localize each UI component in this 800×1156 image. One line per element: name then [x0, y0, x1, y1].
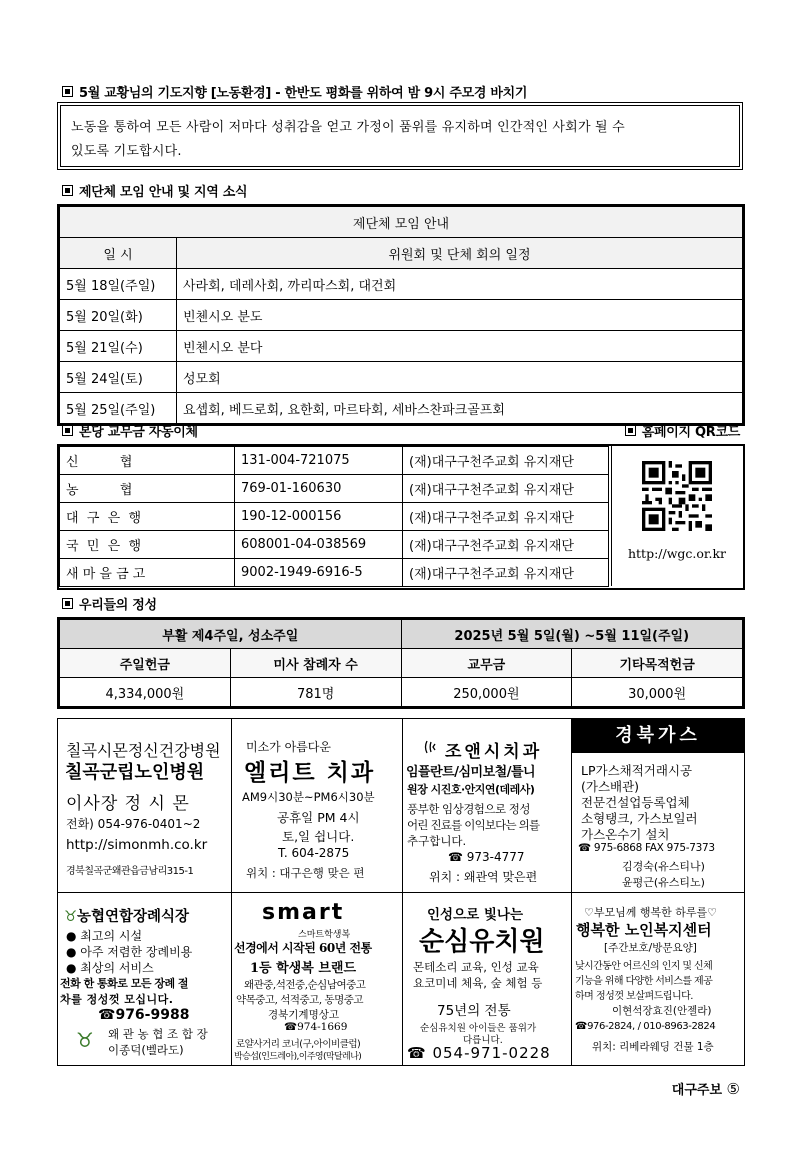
gas-title: 경북가스	[572, 719, 744, 753]
phone-icon: ☎	[98, 1007, 116, 1023]
square-bullet-icon	[62, 86, 73, 97]
prayer-line-2: 있도록 기도합시다.	[71, 144, 182, 159]
square-bullet-icon	[62, 598, 73, 609]
ad-kindergarten: 인성으로 빛나는 순심유치원 몬테소리 교육, 인성 교육 요코미네 체육, 숲 체험 등 75년의 전통 순심유치원 아이들은 품위가 다릅니다. ☎ 054-971-0228	[403, 893, 572, 1065]
qr-area	[611, 446, 742, 586]
table-row: 5월 18일(주일) 사라회, 데레사회, 까리따스회, 대건회	[60, 269, 743, 300]
square-bullet-icon	[62, 185, 73, 196]
qr-code-icon[interactable]	[642, 461, 712, 531]
table-row: 신 협 131-004-721075 (재)대구구천주교회 유지재단	[60, 447, 609, 475]
phone-icon: ☎	[284, 1021, 298, 1033]
prayer-text	[60, 105, 740, 167]
table-row: 4,334,000원 781명 250,000원 30,000원	[60, 678, 743, 707]
ad-gyeongbuk-gas: 경북가스 LP가스채적거래시공 (가스배관) 전문건설업등록업체 소형탱크, 가스보일러 가스온수기 설치 ☎ 975-6868 FAX 975-7373 김경숙(유스티나) 윤평근(유스티노)	[572, 719, 744, 893]
table-row: 새 마 을 금 고 9002-1949-6916-5 (재)대구구천주교회 유지재단	[60, 559, 609, 587]
bullet-icon: ●	[66, 929, 81, 943]
offering-table	[57, 617, 745, 709]
ad-hospital: 칠곡시몬정신건강병원 칠곡군립노인병원 이사장 정 시 몬 전화) 054-976-0401~2 http://simonmh.co.kr 경북칠곡군왜관읍금남리315-1	[58, 719, 232, 893]
meetings-table-title: 제단체 모임 안내	[60, 207, 743, 238]
offering-week: 부활 제4주일, 성소주일	[60, 620, 402, 649]
ads-grid	[57, 718, 745, 1066]
table-row: 5월 24일(토) 성모회	[60, 362, 743, 393]
col-header: 미사 참례자 수	[230, 649, 401, 678]
phone-icon: ☎	[578, 842, 594, 854]
table-row: 농 협 769-01-160630 (재)대구구천주교회 유지재단	[60, 475, 609, 503]
table-row: 국 민 은 행 608001-04-038569 (재)대구구천주교회 유지재단	[60, 531, 609, 559]
col-header: 교무금	[401, 649, 572, 678]
table-row: 5월 25일(주일) 요셉회, 베드로회, 요한회, 마르타회, 세바스찬파크골프회	[60, 393, 743, 424]
homepage-url[interactable]: http://wgc.or.kr	[627, 546, 727, 561]
col-header: 기타목적헌금	[572, 649, 743, 678]
ad-cho-dental: 조앤시치과 임플란트/심미보철/틀니 원장 시진호·안지연(데레사) 풍부한 임상경험으로 정성 어린 진료를 이익보다는 의를 추구합니다. ☎ 973-4777 위치 : 왜관역 맞은편	[403, 719, 572, 893]
ad-welfare-center: ♡부모님께 행복한 하루를♡ 행복한 노인복지센터 [주간보호/방문요양] 낮시간동안 어르신의 인지 및 신체 기능을 위해 다양한 서비스를 제공 하며 정성껏 보살펴드립니다. 이현석장효진(안젤라) ☎976-2824, / 010-8963-2824 위치: 리베라웨딩 건물 1층	[575, 906, 717, 1053]
phone-icon: ☎	[575, 1021, 588, 1032]
nh-logo-icon: ♉	[76, 1028, 94, 1052]
phone-icon: ☎	[448, 850, 467, 864]
square-bullet-icon	[625, 425, 636, 436]
ad-smart-uniform: smart 스마트학생복 선경에서 시작된 60년 전통 1등 학생복 브랜드 왜관중,석전중,순심남여중고 약목중고, 석적중고, 동명중고 경북기계명상고 ☎974-1669 로얄사거리 코너(구,아이비클럽) 박승섭(인드레아),이주영(막달레나)	[232, 893, 403, 1065]
qr-heading: 홈페이지 QR코드	[625, 421, 740, 440]
page-footer	[672, 1079, 740, 1098]
table-row: 대 구 은 행 190-12-000156 (재)대구구천주교회 유지재단	[60, 503, 609, 531]
bullet-icon: ●	[66, 945, 81, 959]
offering-period: 2025년 5월 5일(월) ~5월 11일(주일)	[401, 620, 743, 649]
tooth-logo-icon	[423, 739, 439, 755]
square-bullet-icon	[62, 425, 73, 436]
bullet-icon: ●	[66, 961, 81, 975]
prayer-heading: 5월 교황님의 기도지향 [노동환경] - 한반도 평화를 위하여 밤 9시 주모경 바치기	[62, 82, 527, 101]
ad-elite-dental: 미소가 아름다운 엘리트 치과 AM9시30분~PM6시30분 공휴일 PM 4시 토,일 쉽니다. T. 604-2875 위치 : 대구은행 맞은 편	[232, 719, 403, 893]
bank-box	[57, 444, 745, 590]
meetings-table	[57, 204, 745, 426]
table-row: 5월 20일(화) 빈첸시오 분도	[60, 300, 743, 331]
offering-heading: 우리들의 정성	[62, 594, 157, 613]
nh-logo-icon: ♉	[64, 909, 77, 925]
phone-icon: ☎	[407, 1044, 433, 1062]
bank-heading: 본당 교무금 자동이체	[62, 421, 198, 440]
ad-funeral-hall: ♉농협연합장례식장 ● 최고의 시설 ● 아주 저렴한 장례비용 ● 최상의 서비스 전화 한 통화로 모든 장례 절 차를 정성껏 모십니다. ☎976-9988 ♉ 왜 관 농 협 조 합 장 이종덕(벨라도)	[58, 893, 232, 1065]
smart-logo: smart	[262, 900, 345, 925]
col-header-schedule: 위원회 및 단체 회의 일정	[177, 238, 743, 269]
meetings-heading: 제단체 모임 안내 및 지역 소식	[62, 181, 247, 200]
table-row: 5월 21일(수) 빈첸시오 분다	[60, 331, 743, 362]
footer-label: 대구주보	[671, 1083, 723, 1098]
prayer-box	[57, 102, 743, 170]
col-header: 주일헌금	[60, 649, 231, 678]
page-number: ⑤	[726, 1080, 740, 1098]
prayer-line-1: 노동을 통하여 모든 사람이 저마다 성취감을 얻고 가정이 품위를 유지하며 인간적인 사회가 될 수	[71, 120, 625, 135]
col-header-date: 일 시	[60, 238, 177, 269]
